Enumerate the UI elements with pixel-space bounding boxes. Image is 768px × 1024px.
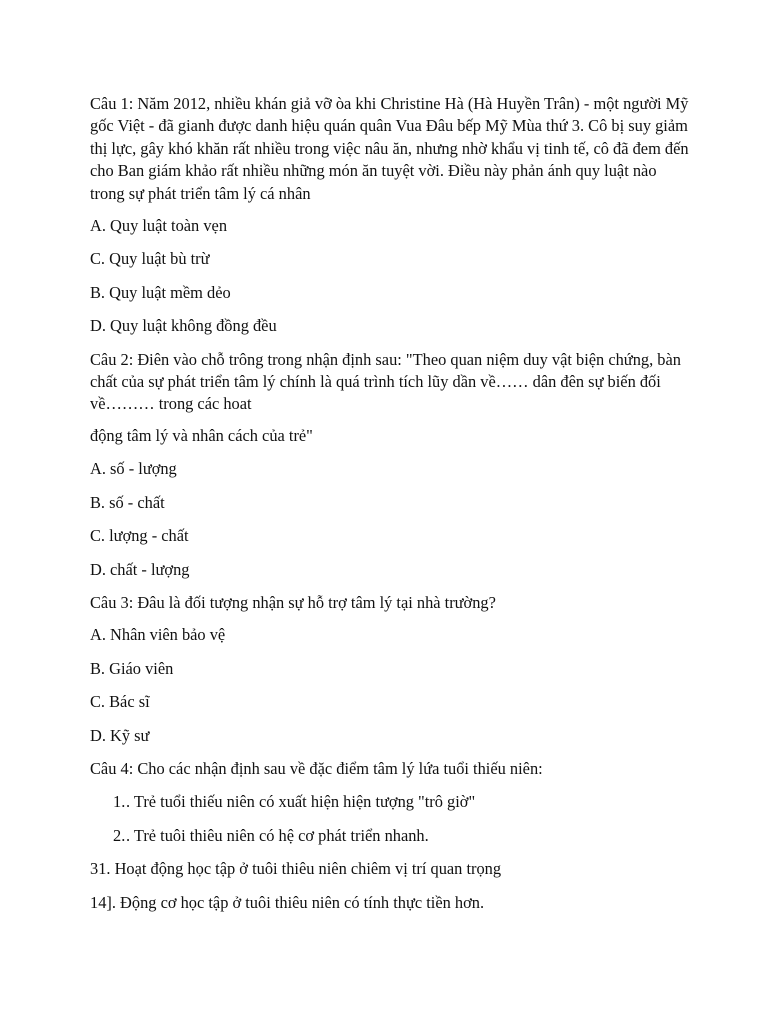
question-1-option-c: C. Quy luật bù trừ [90,249,210,269]
question-1-option-b: B. Quy luật mềm dẻo [90,282,231,302]
question-1-option-a: A. Quy luật toàn vẹn [90,216,228,236]
question-1-option-d: D. Quy luật không đồng đều [90,316,277,336]
question-3-option-d: D. Kỹ sư [90,725,150,745]
question-1-text: Câu 1: Năm 2012, nhiều khán giả vỡ òa khi Christine Hà (Hà Huyền Trân) - một người Mỹ gốc Việt - đã gianh được danh hiệu quán quân Vua Đâu bếp Mỹ Mùa thứ 3. Cô bị suy giảm thị lực, gây khó khăn rất nhiều trong việc nâu ăn, nhưng nhờ khẩu vị tinh tế, cô đã đem đến cho Ban giám khảo rất nhiều những món ăn tuyệt vời. Điều này phản ánh quy luật nào trong sự phát triển tâm lý cá nhân [90,94,689,203]
question-4-text: Câu 4: Cho các nhận định sau về đặc điểm tâm lý lứa tuổi thiếu niên: [90,758,543,778]
question-3-option-c: C. Bác sĩ [90,692,150,712]
question-4-statement-list [90,791,690,847]
question-2-text-continued: động tâm lý và nhân cách của trẻ" [90,425,313,445]
question-3-option-a: A. Nhân viên bảo vệ [90,625,226,645]
list-item [90,791,690,813]
list-item-text: . Trẻ tuổi thiếu niên có xuất hiện hiện tượng "trô giờ" [126,792,476,812]
question-2-option-a: A. số - lượng [90,459,177,479]
question-2-text: Câu 2: Điên vào chỗ trông trong nhận định sau: "Theo quan niệm duy vật biện chứng, bàn chất của sự phát triển tâm lý chính là quá trình tích lũy dần về…… dân đên sự biến đối về……… trong các hoat [90,349,681,414]
list-item-number: 1. [113,792,126,812]
question-4-statement-4: 14]. Động cơ học tập ở tuôi thiêu niên có tính thực tiền hơn. [90,892,485,912]
question-2-option-c: C. lượng - chất [90,526,189,546]
list-item-number: 2. [113,825,126,845]
question-2-option-d: D. chất - lượng [90,559,190,579]
document-page [90,93,690,925]
question-4-statement-3: 31. Hoạt động học tập ở tuôi thiêu niên chiêm vị trí quan trọng [90,859,502,879]
question-3-text: Câu 3: Đâu là đối tượng nhận sự hỗ trợ tâm lý tại nhà trường? [90,592,496,612]
list-item [90,825,690,847]
question-2-option-b: B. số - chất [90,492,165,512]
question-3-option-b: B. Giáo viên [90,658,174,678]
list-item-text: . Trẻ tuôi thiêu niên có hệ cơ phát triển nhanh. [126,825,429,845]
